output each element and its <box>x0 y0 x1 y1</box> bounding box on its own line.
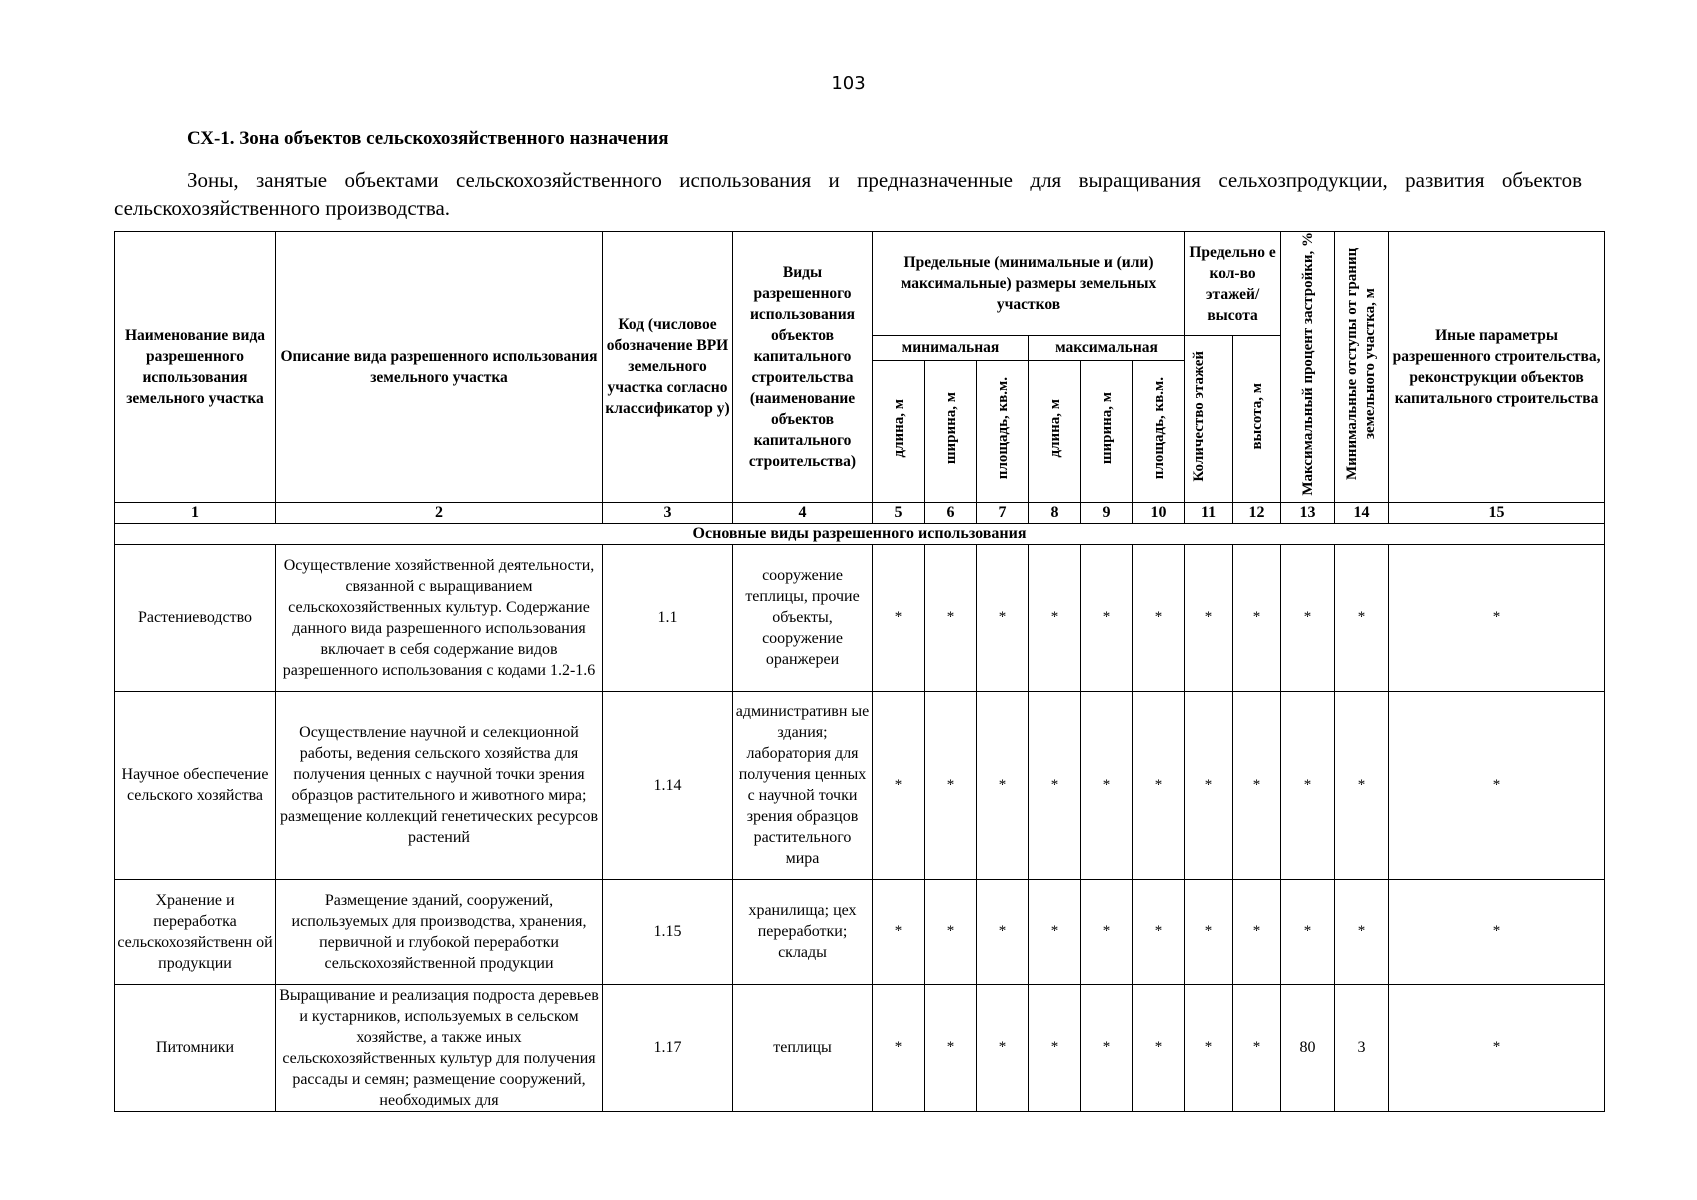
header-min-length: длина, м <box>873 360 925 502</box>
row-value: * <box>1233 544 1281 691</box>
row-value: * <box>1281 544 1335 691</box>
section-title: Основные виды разрешенного использования <box>115 523 1605 544</box>
page-number: 103 <box>831 73 866 94</box>
column-number: 10 <box>1133 502 1185 523</box>
row-value: * <box>1133 544 1185 691</box>
row-value: * <box>1233 691 1281 879</box>
row-value: * <box>1133 879 1185 984</box>
column-number: 3 <box>603 502 733 523</box>
row-value: * <box>1133 691 1185 879</box>
table-row <box>115 691 1605 879</box>
row-value: * <box>1081 879 1133 984</box>
row-value: * <box>1029 984 1081 1111</box>
row-value: * <box>1029 691 1081 879</box>
row-description: Осуществление хозяйственной деятельности, связанной с выращиванием сельскохозяйственных культур. Содержание данного вида разрешенного использования включает в себя содержание видов разрешенного использования с кодами 1.2-1.6 <box>276 544 603 691</box>
table-row <box>115 984 1605 1111</box>
column-number: 15 <box>1389 502 1605 523</box>
column-number: 7 <box>977 502 1029 523</box>
header-name: Наименование вида разрешенного использования земельного участка <box>115 232 276 503</box>
row-value: * <box>1335 879 1389 984</box>
row-objects: хранилища; цех переработки; склады <box>733 879 873 984</box>
row-name: Растениеводство <box>115 544 276 691</box>
row-objects: сооружение теплицы, прочие объекты, сооружение оранжереи <box>733 544 873 691</box>
column-number: 4 <box>733 502 873 523</box>
row-value: * <box>1185 691 1233 879</box>
row-name: Питомники <box>115 984 276 1111</box>
row-value: * <box>925 544 977 691</box>
row-code: 1.14 <box>603 691 733 879</box>
row-value: * <box>977 984 1029 1111</box>
row-code: 1.15 <box>603 879 733 984</box>
column-number: 9 <box>1081 502 1133 523</box>
zone-heading: СХ-1. Зона объектов сельскохозяйственного назначения <box>187 128 669 149</box>
table-row <box>115 544 1605 691</box>
column-number-row <box>115 502 1605 523</box>
row-value: * <box>1335 544 1389 691</box>
row-value: * <box>977 691 1029 879</box>
header-max-width: ширина, м <box>1081 360 1133 502</box>
header-min-setback: Минимальные отступы от границ земельного участка, м <box>1335 232 1389 503</box>
row-code: 1.1 <box>603 544 733 691</box>
column-number: 8 <box>1029 502 1081 523</box>
header-max-length: длина, м <box>1029 360 1081 502</box>
header-description: Описание вида разрешенного использования земельного участка <box>276 232 603 503</box>
header-max-coverage: Максимальный процент застройки, % <box>1281 232 1335 503</box>
table-row <box>115 879 1605 984</box>
header-minimal: минимальная <box>873 336 1029 361</box>
row-description: Выращивание и реализация подроста деревьев и кустарников, используемых в сельском хозяйстве, а также иных сельскохозяйственных культур для получения рассады и семян; размещение сооружений, необходимых для <box>276 984 603 1111</box>
column-number: 11 <box>1185 502 1233 523</box>
header-min-area: площадь, кв.м. <box>977 360 1029 502</box>
row-description: Размещение зданий, сооружений, используемых для производства, хранения, первичной и глубокой переработки сельскохозяйственной продукции <box>276 879 603 984</box>
column-number: 1 <box>115 502 276 523</box>
row-description: Осуществление научной и селекционной работы, ведения сельского хозяйства для получения ценных с научной точки зрения образцов растительного и животного мира; размещение коллекций генетических ресурсов растений <box>276 691 603 879</box>
row-value: * <box>1081 691 1133 879</box>
header-floors-group: Предельно е кол-во этажей/ высота <box>1185 232 1281 336</box>
row-value: * <box>1281 691 1335 879</box>
header-plot-sizes: Предельные (минимальные и (или) максимальные) размеры земельных участков <box>873 232 1185 336</box>
header-objects: Виды разрешенного использования объектов капитального строительства (наименование объектов капитального строительства) <box>733 232 873 503</box>
row-objects: теплицы <box>733 984 873 1111</box>
row-value: * <box>873 691 925 879</box>
row-value: * <box>925 691 977 879</box>
row-value: * <box>925 984 977 1111</box>
column-number: 12 <box>1233 502 1281 523</box>
row-value: * <box>925 879 977 984</box>
row-value: * <box>873 984 925 1111</box>
row-value: * <box>1081 544 1133 691</box>
row-name: Хранение и переработка сельскохозяйственн ой продукции <box>115 879 276 984</box>
row-value: * <box>1081 984 1133 1111</box>
row-value: * <box>1233 984 1281 1111</box>
column-number: 5 <box>873 502 925 523</box>
row-code: 1.17 <box>603 984 733 1111</box>
row-value: 3 <box>1335 984 1389 1111</box>
row-value: * <box>1389 984 1605 1111</box>
header-other-params: Иные параметры разрешенного строительства, реконструкции объектов капитального строительства <box>1389 232 1605 503</box>
row-value: * <box>1185 984 1233 1111</box>
row-value: * <box>873 544 925 691</box>
row-value: * <box>977 544 1029 691</box>
row-value: 80 <box>1281 984 1335 1111</box>
header-min-width: ширина, м <box>925 360 977 502</box>
row-objects: административн ые здания; лаборатория для получения ценных с научной точки зрения образцов растительного мира <box>733 691 873 879</box>
row-value: * <box>1335 691 1389 879</box>
header-code: Код (числовое обозначение ВРИ земельного участка согласно классификатор у) <box>603 232 733 503</box>
column-number: 2 <box>276 502 603 523</box>
header-height: высота, м <box>1233 336 1281 503</box>
row-value: * <box>873 879 925 984</box>
row-value: * <box>1389 691 1605 879</box>
row-value: * <box>1281 879 1335 984</box>
row-value: * <box>1029 544 1081 691</box>
column-number: 13 <box>1281 502 1335 523</box>
header-maximal: максимальная <box>1029 336 1185 361</box>
row-value: * <box>1389 879 1605 984</box>
zoning-regulations-table <box>114 231 1605 1112</box>
row-value: * <box>977 879 1029 984</box>
column-number: 14 <box>1335 502 1389 523</box>
row-value: * <box>1185 544 1233 691</box>
header-max-area: площадь, кв.м. <box>1133 360 1185 502</box>
row-value: * <box>1133 984 1185 1111</box>
header-floors-count: Количество этажей <box>1185 336 1233 503</box>
row-value: * <box>1233 879 1281 984</box>
row-value: * <box>1389 544 1605 691</box>
row-value: * <box>1185 879 1233 984</box>
row-name: Научное обеспечение сельского хозяйства <box>115 691 276 879</box>
row-value: * <box>1029 879 1081 984</box>
zone-description: Зоны, занятые объектами сельскохозяйственного использования и предназначенные для выращивания сельхозпродукции, развития объектов сельскохозяйственного производства. <box>114 168 1582 220</box>
column-number: 6 <box>925 502 977 523</box>
